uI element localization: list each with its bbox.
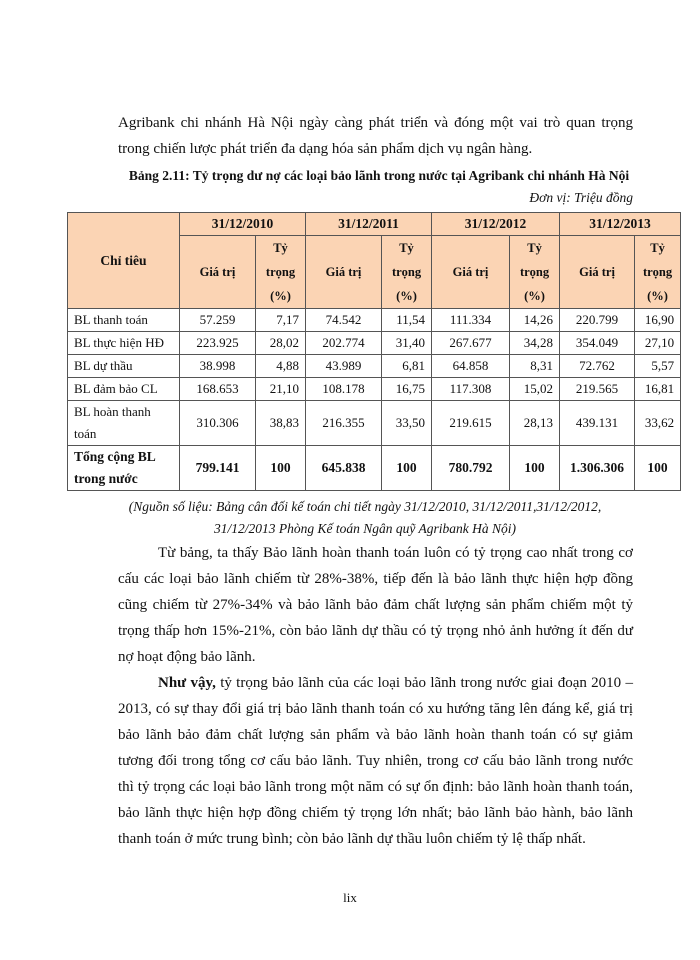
share-cell: 15,02 bbox=[510, 378, 560, 401]
value-cell: 202.774 bbox=[306, 332, 382, 355]
year-header: 31/12/2010 bbox=[180, 213, 306, 236]
value-cell: 43.989 bbox=[306, 355, 382, 378]
share-cell: 38,83 bbox=[256, 401, 306, 446]
table-row bbox=[68, 378, 681, 401]
share-cell: 33,50 bbox=[382, 401, 432, 446]
total-value-cell: 780.792 bbox=[432, 446, 510, 491]
value-cell: 439.131 bbox=[560, 401, 635, 446]
value-cell: 111.334 bbox=[432, 309, 510, 332]
table-row bbox=[68, 309, 681, 332]
value-header: Giá trị bbox=[180, 236, 256, 309]
analysis-paragraph: Từ bảng, ta thấy Bảo lãnh hoàn thanh toán luôn có tỷ trọng cao nhất trong cơ cấu các loại bảo lãnh chiếm từ 28%-38%, tiếp đến là bảo lãnh thực hiện hợp đồng cũng chiếm từ 27%-34% và bảo lãnh bảo đảm chất lượng sản phẩm chiếm một tỷ trọng thấp hơn 15%-21%, còn bảo lãnh dự thầu có tỷ trọng nhỏ ảnh hưởng ít đến dư nợ hoạt động bảo lãnh. bbox=[118, 545, 633, 665]
table-row bbox=[68, 355, 681, 378]
share-cell: 4,88 bbox=[256, 355, 306, 378]
total-row bbox=[68, 446, 681, 491]
total-share-cell: 100 bbox=[256, 446, 306, 491]
row-label: BL đảm bảo CL bbox=[68, 378, 180, 401]
value-cell: 267.677 bbox=[432, 332, 510, 355]
share-cell: 31,40 bbox=[382, 332, 432, 355]
share-cell: 8,31 bbox=[510, 355, 560, 378]
value-cell: 219.615 bbox=[432, 401, 510, 446]
value-cell: 216.355 bbox=[306, 401, 382, 446]
value-cell: 72.762 bbox=[560, 355, 635, 378]
value-cell: 74.542 bbox=[306, 309, 382, 332]
total-label: Tổng cộng BL trong nước bbox=[68, 446, 180, 491]
value-cell: 168.653 bbox=[180, 378, 256, 401]
year-header: 31/12/2012 bbox=[432, 213, 560, 236]
conclusion-body: tỷ trọng bảo lãnh của các loại bảo lãnh trong nước giai đoạn 2010 – 2013, có sự thay đổi giá trị bảo lãnh thanh toán có xu hướng tăng lên đáng kể, giá trị bảo lãnh bảo đảm chất lượng sản phẩm và bảo lãnh hoàn thanh toán có sự giảm tương đối trong tổng cơ cấu bảo lãnh. Tuy nhiên, trong cơ cấu bảo lãnh trong nước thì tỷ trọng các loại bảo lãnh trong một năm có sự ổn định: bảo lãnh hoàn thanh toán, bảo lãnh thực hiện hợp đồng chiếm tỷ trọng lớn nhất; bảo lãnh bảo hành, bảo lãnh thanh toán ở mức trung bình; còn bảo lãnh dự thầu luôn chiếm tỷ lệ thấp nhất. bbox=[118, 675, 633, 847]
table-row bbox=[68, 401, 681, 446]
total-value-cell: 799.141 bbox=[180, 446, 256, 491]
share-cell: 11,54 bbox=[382, 309, 432, 332]
conclusion-lead: Như vậy, bbox=[158, 675, 216, 691]
row-label: BL thực hiện HĐ bbox=[68, 332, 180, 355]
page-number: lix bbox=[343, 890, 357, 905]
total-share-cell: 100 bbox=[635, 446, 681, 491]
intro-paragraph: Agribank chi nhánh Hà Nội ngày càng phát triển và đóng một vai trò quan trọng trong chiến lược phát triển đa dạng hóa sản phẩm dịch vụ ngân hàng. bbox=[118, 115, 633, 157]
total-share-cell: 100 bbox=[382, 446, 432, 491]
total-share-cell: 100 bbox=[510, 446, 560, 491]
share-header: Tỷ trọng (%) bbox=[256, 236, 306, 309]
value-header: Giá trị bbox=[560, 236, 635, 309]
share-cell: 33,62 bbox=[635, 401, 681, 446]
share-header: Tỷ trọng (%) bbox=[635, 236, 681, 309]
total-value-cell: 1.306.306 bbox=[560, 446, 635, 491]
label-column-header: Chỉ tiêu bbox=[68, 213, 180, 309]
share-cell: 16,90 bbox=[635, 309, 681, 332]
value-cell: 219.565 bbox=[560, 378, 635, 401]
value-header: Giá trị bbox=[432, 236, 510, 309]
row-label: BL hoàn thanh toán bbox=[68, 401, 180, 446]
share-cell: 6,81 bbox=[382, 355, 432, 378]
year-header: 31/12/2011 bbox=[306, 213, 432, 236]
value-cell: 64.858 bbox=[432, 355, 510, 378]
share-cell: 34,28 bbox=[510, 332, 560, 355]
value-cell: 220.799 bbox=[560, 309, 635, 332]
value-cell: 108.178 bbox=[306, 378, 382, 401]
share-cell: 16,75 bbox=[382, 378, 432, 401]
value-cell: 354.049 bbox=[560, 332, 635, 355]
value-header: Giá trị bbox=[306, 236, 382, 309]
share-cell: 28,02 bbox=[256, 332, 306, 355]
conclusion-paragraph bbox=[118, 670, 633, 852]
share-cell: 5,57 bbox=[635, 355, 681, 378]
share-cell: 14,26 bbox=[510, 309, 560, 332]
share-cell: 21,10 bbox=[256, 378, 306, 401]
value-cell: 223.925 bbox=[180, 332, 256, 355]
value-cell: 310.306 bbox=[180, 401, 256, 446]
table-header-years bbox=[68, 213, 681, 236]
share-cell: 27,10 bbox=[635, 332, 681, 355]
share-cell: 28,13 bbox=[510, 401, 560, 446]
share-cell: 7,17 bbox=[256, 309, 306, 332]
source-note: (Nguồn số liệu: Bảng cân đối kế toán chi tiết ngày 31/12/2010, 31/12/2011,31/12/2012, 31/12/2013 Phòng Kế toán Ngân quỹ Agribank Hà Nội) bbox=[128, 499, 602, 536]
share-header: Tỷ trọng (%) bbox=[382, 236, 432, 309]
row-label: BL dự thầu bbox=[68, 355, 180, 378]
unit-note: Đơn vị: Triệu đồng bbox=[529, 190, 633, 205]
year-header: 31/12/2013 bbox=[560, 213, 681, 236]
share-cell: 16,81 bbox=[635, 378, 681, 401]
value-cell: 117.308 bbox=[432, 378, 510, 401]
guarantee-share-table bbox=[67, 212, 681, 491]
value-cell: 38.998 bbox=[180, 355, 256, 378]
row-label: BL thanh toán bbox=[68, 309, 180, 332]
total-value-cell: 645.838 bbox=[306, 446, 382, 491]
share-header: Tỷ trọng (%) bbox=[510, 236, 560, 309]
value-cell: 57.259 bbox=[180, 309, 256, 332]
table-row bbox=[68, 332, 681, 355]
table-caption: Bảng 2.11: Tỷ trọng dư nợ các loại bảo lãnh trong nước tại Agribank chi nhánh Hà Nội bbox=[128, 168, 630, 183]
